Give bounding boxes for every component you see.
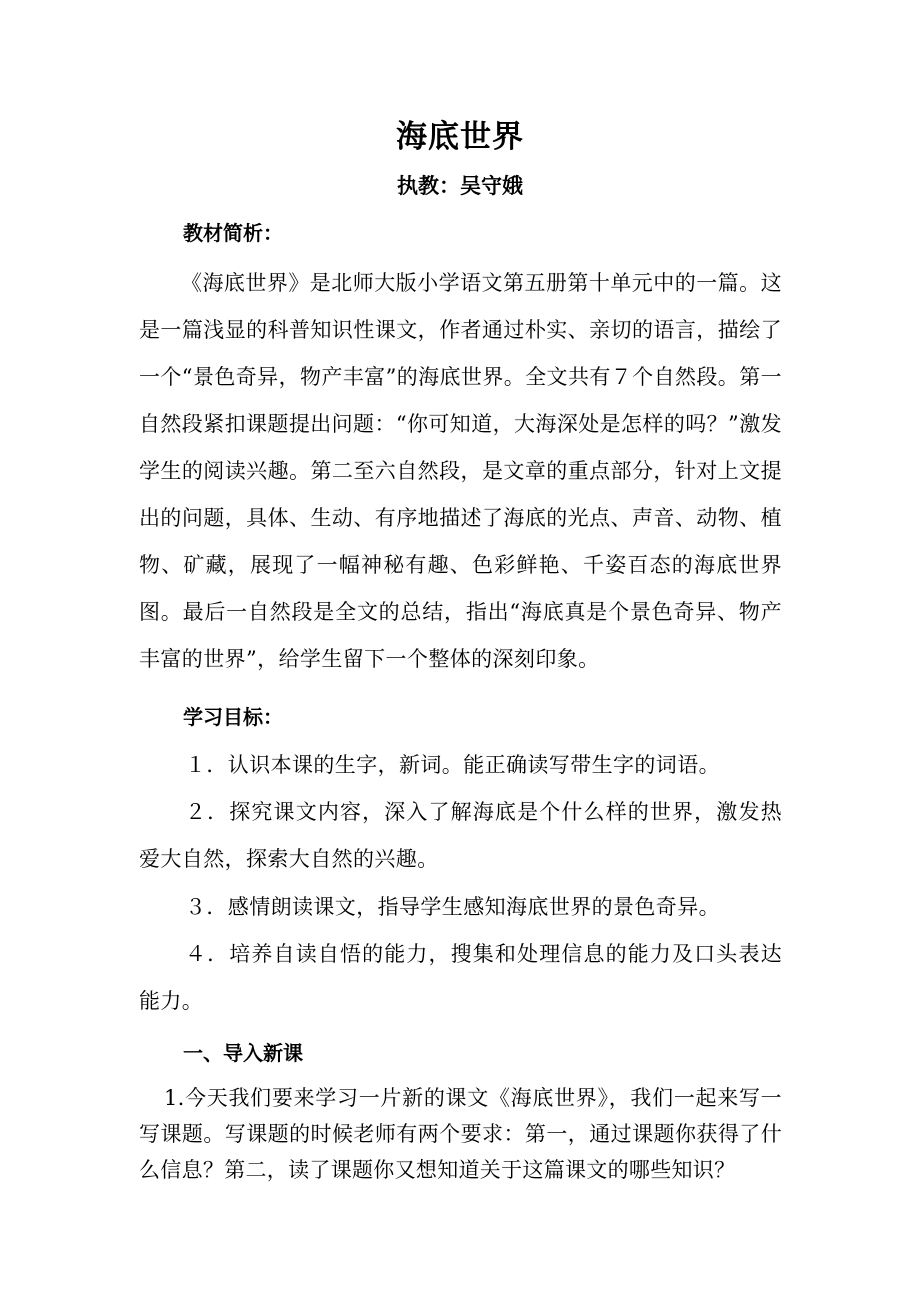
intro-paragraph: 1.今天我们要来学习一片新的课文《海底世界》，我们一起来写一写课题。写课题的时候老师有两个要求：第一，通过课题你获得了什么信息？第二，读了课题你又想知道关于这篇课文的哪些知识？ [139, 1086, 782, 1182]
goal-item-1: １．认识本课的生字，新词。能正确读写带生字的词语。 [185, 753, 720, 777]
section-heading-goals: 学习目标： [183, 705, 283, 729]
section-heading-analysis: 教材简析： [183, 221, 283, 245]
analysis-paragraph: 《海底世界》是北师大版小学语文第五册第十单元中的一篇。这是一篇浅显的科普知识性课文，作者通过朴实、亲切的语言，描绘了一个“景色奇异，物产丰富”的海底世界。全文共有７个自然段。第一自然段紧扣课题提出问题：“你可知道，大海深处是怎样的吗？”激发学生的阅读兴趣。第二至六自然段，是文章的重点部分，针对上文提出的问题，具体、生动、有序地描述了海底的光点、声音、动物、植物、矿藏，展现了一幅神秘有趣、色彩鲜艳、千姿百态的海底世界图。最后一自然段是全文的总结，指出“海底真是个景色奇异、物产丰富的世界”，给学生留下一个整体的深刻印象。 [139, 271, 782, 671]
section-heading-intro: 一、导入新课 [183, 1041, 303, 1065]
goal-item-4: ４．培养自读自悟的能力，搜集和处理信息的能力及口头表达能力。 [139, 942, 782, 1013]
document-author: 执教：吴守娥 [397, 174, 523, 198]
goal-item-2: ２．探究课文内容，深入了解海底是个什么样的世界，激发热爱大自然，探索大自然的兴趣。 [139, 800, 782, 871]
document-title: 海底世界 [396, 119, 524, 155]
goal-item-3: ３．感情朗读课文，指导学生感知海底世界的景色奇异。 [185, 895, 720, 919]
